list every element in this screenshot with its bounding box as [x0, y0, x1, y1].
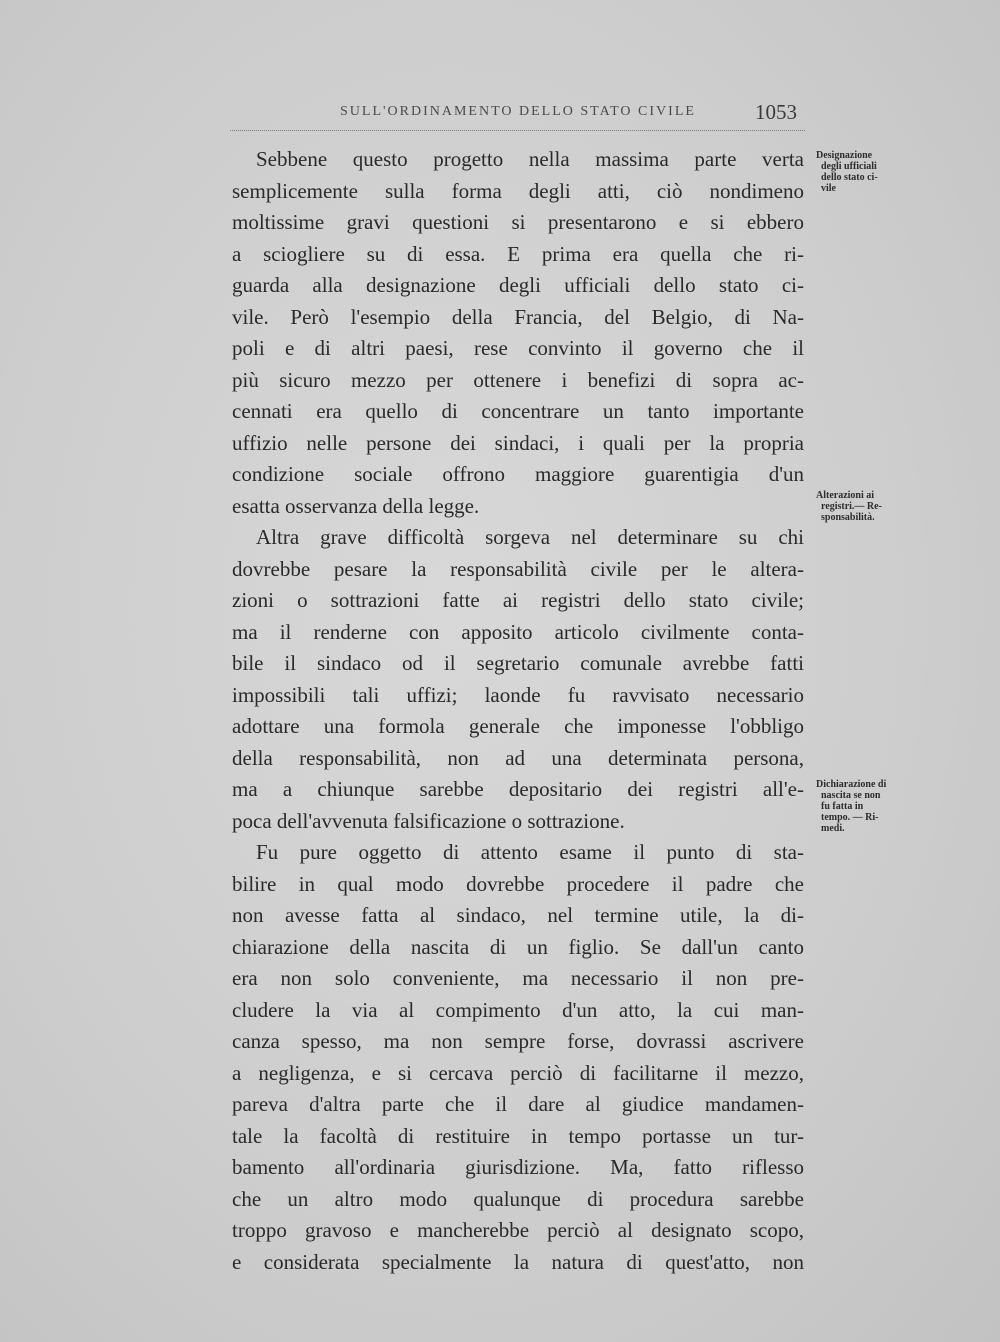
text-line: cennati era quello di concentrare un tanto importante [232, 399, 804, 423]
text-line: tale la facoltà di restituire in tempo portasse un tur- [232, 1123, 804, 1148]
text-line: pareva d'altra parte che il dare al giudice mandamen- [232, 1092, 804, 1116]
text-line: a negligenza, e si cercava perciò di facilitarne il mezzo, [232, 1060, 804, 1085]
text-line: bamento all'ordinaria giurisdizione. Ma, fatto riflesso [232, 1155, 804, 1179]
body-text [232, 144, 804, 1278]
text-line: che un altro modo qualunque di procedura sarebbe [232, 1186, 804, 1211]
text-line: ma a chiunque sarebbe depositario dei registri all'e- [232, 777, 804, 801]
text-line: Altra grave difficoltà sorgeva nel determinare su chi [256, 525, 804, 549]
text-line: Fu pure oggetto di attento esame il punto di sta- [256, 840, 804, 864]
margin-note-line: sponsabilità. [821, 512, 875, 523]
text-line: ma il renderne con apposito articolo civilmente conta- [232, 619, 804, 644]
margin-note-line: Dichiarazione di [816, 779, 887, 790]
running-title: SULL'ORDINAMENTO DELLO STATO CIVILE [340, 104, 696, 119]
text-line: bilire in qual modo dovrebbe procedere il padre che [232, 871, 804, 896]
text-line: bile il sindaco od il segretario comunale avrebbe fatti [232, 651, 804, 675]
text-line: poca dell'avvenuta falsificazione o sottrazione. [232, 808, 625, 833]
text-line: e considerata specialmente la natura di quest'atto, non [232, 1249, 804, 1274]
margin-note-line: Designazione [816, 150, 873, 161]
page-header [230, 100, 805, 131]
margin-note-line: nascita se non [821, 790, 881, 801]
text-line: più sicuro mezzo per ottenere i benefizi di sopra ac- [232, 367, 804, 392]
margin-note-line: degli ufficiali [821, 161, 877, 172]
text-line: zioni o sottrazioni fatte ai registri dello stato civile; [232, 588, 804, 612]
text-line: era non solo conveniente, ma necessario il non pre- [232, 966, 804, 990]
text-line: semplicemente sulla forma degli atti, ciò nondimeno [232, 178, 804, 203]
text-line: moltissime gravi questioni si presentarono e si ebbero [232, 210, 804, 234]
text-line: cludere la via al compimento d'un atto, la cui man- [232, 997, 804, 1022]
text-line: uffizio nelle persone dei sindaci, i quali per la propria [232, 430, 804, 455]
text-line: canza spesso, ma non sempre forse, dovrassi ascrivere [232, 1029, 804, 1053]
text-line: dovrebbe pesare la responsabilità civile per le altera- [232, 556, 804, 581]
page-number: 1053 [755, 100, 797, 124]
text-line: condizione sociale offrono maggiore guarentigia d'un [232, 462, 804, 486]
margin-note-alterazioni [816, 490, 882, 523]
margin-note-line: vile [821, 183, 836, 194]
text-line: troppo gravoso e mancherebbe perciò al designato scopo, [232, 1218, 804, 1242]
text-line: vile. Però l'esempio della Francia, del Belgio, di Na- [232, 304, 804, 329]
margin-note-line: tempo. — Ri- [821, 812, 879, 823]
margin-note-line: fu fatta in [821, 801, 864, 812]
margin-note-line: registri.— Re- [821, 501, 882, 512]
text-line: chiarazione della nascita di un figlio. Se dall'un canto [232, 934, 804, 959]
text-line: della responsabilità, non ad una determinata persona, [232, 745, 804, 770]
text-line: esatta osservanza della legge. [232, 493, 480, 518]
margin-note-line: medi. [821, 823, 845, 834]
text-line: guarda alla designazione degli ufficiali dello stato ci- [232, 273, 804, 297]
text-line: impossibili tali uffizi; laonde fu ravvisato necessario [232, 682, 804, 707]
text-line: poli e di altri paesi, rese convinto il governo che il [232, 336, 804, 360]
margin-note-designazione [816, 150, 878, 194]
margin-note-dichiarazione [816, 779, 886, 834]
margin-note-line: dello stato ci- [821, 172, 878, 183]
text-line: Sebbene questo progetto nella massima parte verta [256, 147, 804, 171]
text-line: adottare una formola generale che imponesse l'obbligo [232, 714, 804, 738]
margin-note-line: Alterazioni ai [816, 490, 875, 501]
text-line: a sciogliere su di essa. E prima era quella che ri- [232, 241, 804, 266]
text-line: non avesse fatta al sindaco, nel termine utile, la di- [232, 903, 804, 927]
